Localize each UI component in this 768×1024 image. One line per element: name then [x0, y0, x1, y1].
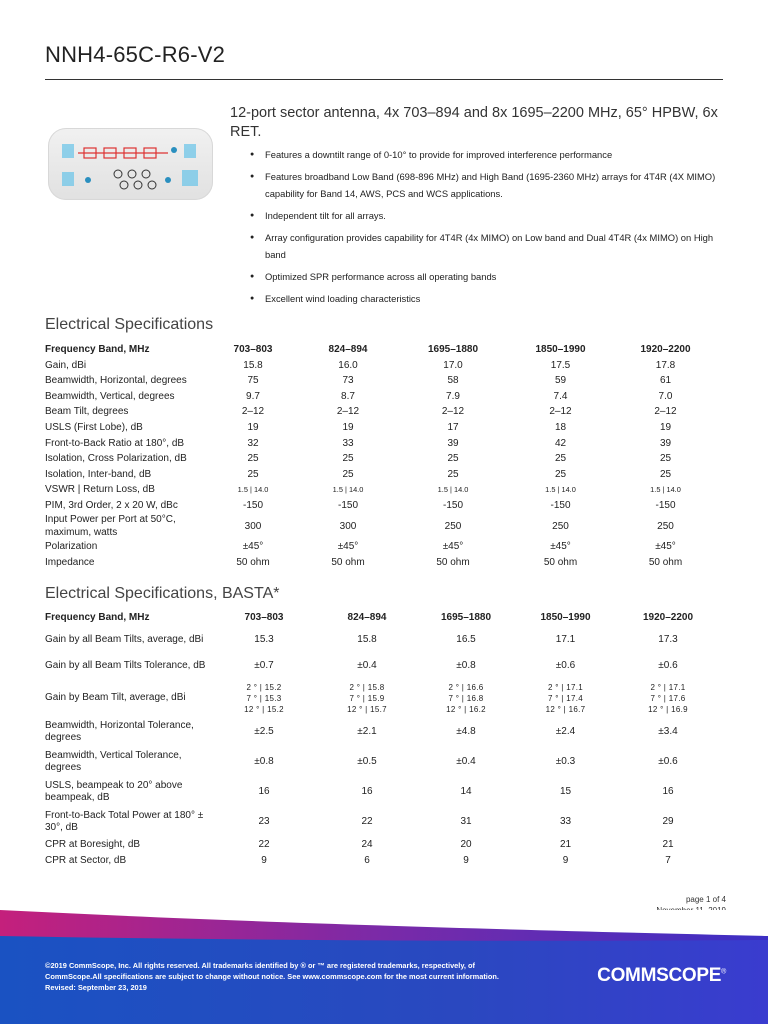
document-title: NNH4-65C-R6-V2	[45, 42, 226, 67]
row-label-cell: Beam Tilt, degrees	[45, 406, 129, 418]
value-cell: 50 ohm	[331, 557, 365, 569]
title-rule	[45, 79, 723, 80]
table-row	[45, 483, 713, 499]
legal-text: ©2019 CommScope, Inc. All rights reserved. All trademarks identified by ® or ™ are registered trademarks, respectively, of CommScope.All specifications are subject to change without notice. See www.commscope.com for the most current information. Revised: September 23, 2019	[45, 961, 499, 992]
feature-item: ● Excellent wind loading characteristics	[250, 290, 730, 307]
value-cell: 2–12	[654, 406, 677, 418]
value-cell: 7.9	[446, 390, 460, 402]
table-row	[45, 514, 713, 540]
row-label-cell: Gain by Beam Tilt, average, dBi	[45, 691, 186, 703]
value-cell: ±0.8	[254, 755, 274, 767]
value-cell: 20	[460, 838, 472, 850]
table-row	[45, 467, 713, 483]
value-cell: 2–12	[441, 406, 465, 418]
tilt-value-line: 7 ° | 17.6	[650, 693, 686, 703]
table-row	[45, 777, 721, 807]
tilt-value-line: 2 ° | 16.6	[448, 682, 484, 692]
feature-item: ● Features broadband Low Band (698-896 MHz) and High Band (1695-2360 MHz) arrays for 4T4R (4X MIMO) capability for Band 14, AWS, PCS and WCS applications.	[250, 168, 730, 202]
row-label-cell: Input Power per Port at 50°C, maximum, watts	[45, 514, 176, 538]
table-row	[45, 807, 721, 837]
row-label-cell: Beamwidth, Vertical Tolerance, degrees	[45, 749, 182, 773]
tilt-value-line: 7 ° | 15.9	[349, 693, 385, 703]
value-cell: -150	[242, 499, 263, 511]
value-cell: 33	[559, 815, 572, 827]
feature-list	[250, 146, 730, 312]
value-cell: ±0.3	[555, 755, 576, 767]
value-cell: 42	[554, 437, 567, 449]
tilt-value-line: 2 ° | 15.8	[349, 682, 385, 692]
value-cell: 16	[361, 785, 373, 797]
value-cell: 25	[659, 468, 672, 480]
value-cell: 21	[662, 838, 674, 850]
value-cell: 50 ohm	[543, 557, 578, 569]
value-cell: 1.5 | 14.0	[332, 485, 364, 495]
table-row	[45, 420, 713, 436]
product-image	[48, 128, 213, 200]
value-cell: 6	[364, 854, 370, 866]
value-cell: 2–12	[336, 406, 360, 418]
logo-text: COMMSCOPE	[597, 965, 722, 986]
header-band-cell: 1695–1880	[427, 343, 479, 355]
value-cell: 19	[659, 421, 672, 433]
row-label-cell: Gain, dBi	[45, 359, 87, 371]
row-label-cell: Beamwidth, Horizontal Tolerance, degrees	[45, 719, 194, 743]
tilt-value-line: 12 ° | 16.7	[545, 704, 586, 714]
header-band-cell: 1850–1990	[535, 343, 586, 355]
header-band-cell: 1850–1990	[540, 612, 591, 624]
value-cell: 17.8	[655, 359, 676, 371]
header-band-cell: 1695–1880	[440, 612, 492, 624]
value-cell: 17.0	[443, 359, 463, 371]
value-cell: ±0.5	[357, 755, 377, 767]
feature-item: ● Independent tilt for all arrays.	[250, 207, 730, 224]
basta-section-title: Electrical Specifications, BASTA*	[45, 585, 280, 602]
table-row	[45, 717, 721, 747]
value-cell: 22	[361, 815, 373, 827]
value-cell: 16.0	[338, 359, 358, 371]
value-cell: 9	[562, 854, 569, 866]
table-header-row	[45, 610, 721, 627]
value-cell: 1.5 | 14.0	[545, 485, 576, 495]
electrical-table	[45, 342, 713, 571]
tilt-value-cell	[416, 679, 516, 717]
row-label-cell: USLS, beampeak to 20° above beampeak, dB	[45, 779, 183, 803]
value-cell: ±3.4	[658, 725, 678, 737]
table-row	[45, 556, 713, 572]
value-cell: 18	[554, 421, 567, 433]
value-cell: 16	[662, 785, 674, 797]
value-cell: 250	[552, 520, 569, 532]
tilt-value-line: 2 ° | 15.2	[246, 682, 282, 692]
value-cell: 300	[339, 520, 357, 532]
table-row	[45, 452, 713, 468]
value-cell: 2–12	[241, 406, 265, 418]
header-label-cell: Frequency Band, MHz	[45, 343, 150, 355]
value-cell: ±2.5	[254, 725, 274, 737]
value-cell: ±0.6	[658, 755, 678, 767]
row-label-cell: Gain by all Beam Tilts Tolerance, dB	[45, 659, 206, 671]
row-label-cell: Beamwidth, Horizontal, degrees	[45, 375, 187, 387]
table-header-row	[45, 342, 713, 358]
value-cell: 9.7	[246, 390, 260, 402]
value-cell: -150	[550, 499, 571, 511]
feature-item: ● Features a downtilt range of 0-10° to provide for improved interference performance	[250, 146, 730, 163]
value-cell: 16.5	[456, 633, 476, 645]
value-cell: 25	[247, 453, 259, 465]
value-cell: 7	[665, 854, 671, 866]
electrical-section-title: Electrical Specifications	[45, 316, 214, 333]
header-band-cell: 824–894	[347, 612, 387, 624]
value-cell: 59	[554, 375, 567, 387]
tilt-value-line: 12 ° | 15.2	[244, 704, 284, 714]
value-cell: 8.7	[341, 390, 355, 402]
header-band-cell: 1920–2200	[642, 612, 694, 624]
value-cell: 50 ohm	[648, 557, 683, 569]
value-cell: 17	[447, 421, 459, 433]
value-cell: 50 ohm	[236, 557, 270, 569]
value-cell: 300	[244, 520, 262, 532]
value-cell: 21	[559, 838, 572, 850]
table-row	[45, 374, 713, 390]
value-cell: ±45°	[442, 541, 464, 553]
row-label-cell: Front-to-Back Total Power at 180° ± 30°, dB	[45, 809, 204, 833]
value-cell: -150	[655, 499, 676, 511]
row-label-cell: Polarization	[45, 541, 98, 553]
header-band-cell: 1920–2200	[640, 343, 691, 355]
value-cell: 7.0	[658, 390, 673, 402]
value-cell: 39	[447, 437, 459, 449]
tilt-value-line: 7 ° | 16.8	[448, 693, 484, 703]
value-cell: ±0.4	[357, 659, 377, 671]
value-cell: 7.4	[553, 390, 568, 402]
value-cell: 16	[258, 785, 270, 797]
value-cell: 24	[361, 838, 373, 850]
value-cell: ±45°	[337, 541, 359, 553]
value-cell: 25	[554, 453, 567, 465]
value-cell: 19	[342, 421, 354, 433]
value-cell: 15.8	[357, 633, 377, 645]
headline: 12-port sector antenna, 4x 703–894 and 8x 1695–2200 MHz, 65° HPBW, 6x RET.	[230, 105, 718, 140]
basta-table	[45, 610, 721, 869]
value-cell: 15.3	[254, 633, 274, 645]
value-cell: 1.5 | 14.0	[237, 485, 269, 495]
value-cell: ±0.8	[456, 659, 476, 671]
table-row	[45, 679, 721, 717]
value-cell: -150	[442, 499, 463, 511]
table-row	[45, 436, 713, 452]
value-cell: 17.5	[550, 359, 571, 371]
row-label-cell: VSWR | Return Loss, dB	[45, 484, 155, 496]
table-row	[45, 853, 721, 869]
value-cell: 58	[447, 375, 459, 387]
value-cell: 33	[342, 437, 354, 449]
tilt-value-line: 2 ° | 17.1	[650, 682, 686, 692]
value-cell: 250	[444, 520, 462, 532]
row-label-cell: Impedance	[45, 557, 95, 569]
row-label-cell: Front-to-Back Ratio at 180°, dB	[45, 437, 185, 449]
value-cell: 25	[447, 453, 459, 465]
value-cell: ±45°	[242, 541, 264, 553]
row-label-cell: Gain by all Beam Tilts, average, dBi	[45, 633, 204, 645]
value-cell: ±45°	[550, 541, 571, 553]
value-cell: 1.5 | 14.0	[650, 485, 681, 495]
value-cell: 17.1	[555, 633, 576, 645]
value-cell: 25	[447, 468, 459, 480]
value-cell: 31	[460, 815, 472, 827]
value-cell: 50 ohm	[436, 557, 470, 569]
value-cell: 25	[342, 468, 354, 480]
feature-item: ● Array configuration provides capability for 4T4R (4x MIMO) on Low band and Dual 4T4R (4x MIMO) on High band	[250, 229, 730, 263]
value-cell: 23	[258, 815, 270, 827]
tilt-value-line: 7 ° | 17.4	[548, 693, 583, 703]
value-cell: 32	[247, 437, 259, 449]
table-row	[45, 358, 713, 374]
table-row	[45, 405, 713, 421]
value-cell: ±4.8	[456, 725, 476, 737]
row-label-cell: CPR at Boresight, dB	[45, 838, 141, 850]
tilt-value-cell	[318, 679, 416, 717]
value-cell: 19	[247, 421, 259, 433]
value-cell: -150	[337, 499, 358, 511]
header-band-cell: 824–894	[328, 343, 368, 355]
tilt-value-line: 2 ° | 17.1	[548, 682, 583, 692]
value-cell: ±0.7	[254, 659, 274, 671]
tilt-value-cell	[615, 679, 721, 717]
row-label-cell: CPR at Sector, dB	[45, 854, 127, 866]
value-cell: ±2.1	[357, 725, 377, 737]
value-cell: ±0.6	[555, 659, 576, 671]
row-label-cell: PIM, 3rd Order, 2 x 20 W, dBc	[45, 499, 178, 511]
value-cell: 61	[659, 375, 672, 387]
value-cell: 15.8	[243, 359, 263, 371]
value-cell: 250	[657, 520, 674, 532]
value-cell: 73	[342, 375, 354, 387]
value-cell: 17.3	[658, 633, 678, 645]
table-row	[45, 540, 713, 556]
value-cell: 1.5 | 14.0	[437, 485, 469, 495]
tilt-value-cell	[516, 679, 615, 717]
feature-item: ● Optimized SPR performance across all operating bands	[250, 268, 730, 285]
value-cell: ±0.6	[658, 659, 678, 671]
value-cell: ±0.4	[456, 755, 476, 767]
value-cell: 25	[247, 468, 259, 480]
value-cell: 39	[659, 437, 672, 449]
page-number: page 1 of 4	[685, 895, 726, 904]
value-cell: 25	[342, 453, 354, 465]
value-cell: 15	[559, 785, 572, 797]
value-cell: 2–12	[549, 406, 572, 418]
tilt-value-line: 7 ° | 15.3	[246, 693, 282, 703]
value-cell: 25	[659, 453, 672, 465]
row-label-cell: Beamwidth, Vertical, degrees	[45, 390, 175, 402]
table-row	[45, 653, 721, 679]
value-cell: ±2.4	[555, 725, 576, 737]
commscope-logo	[597, 965, 726, 987]
value-cell: 29	[662, 815, 674, 827]
value-cell: 25	[554, 468, 567, 480]
table-row	[45, 627, 721, 653]
header-band-cell: 703–803	[244, 612, 284, 624]
value-cell: 9	[463, 854, 469, 866]
tilt-value-line: 12 ° | 16.2	[446, 704, 486, 714]
tilt-value-line: 12 ° | 15.7	[347, 704, 387, 714]
value-cell: 75	[247, 375, 259, 387]
header-label-cell: Frequency Band, MHz	[45, 612, 150, 624]
table-row	[45, 837, 721, 853]
value-cell: 9	[261, 854, 267, 866]
table-row	[45, 389, 713, 405]
tilt-value-cell	[210, 679, 318, 717]
value-cell: 14	[460, 785, 472, 797]
logo-registered-mark: ®	[721, 968, 726, 976]
row-label-cell: Isolation, Inter-band, dB	[45, 468, 152, 480]
table-row	[45, 747, 721, 777]
tilt-value-line: 12 ° | 16.9	[648, 704, 688, 714]
header-band-cell: 703–803	[233, 343, 273, 355]
row-label-cell: Isolation, Cross Polarization, dB	[45, 453, 187, 465]
value-cell: 22	[258, 838, 270, 850]
value-cell: ±45°	[655, 541, 676, 553]
row-label-cell: USLS (First Lobe), dB	[45, 421, 143, 433]
table-row	[45, 498, 713, 514]
